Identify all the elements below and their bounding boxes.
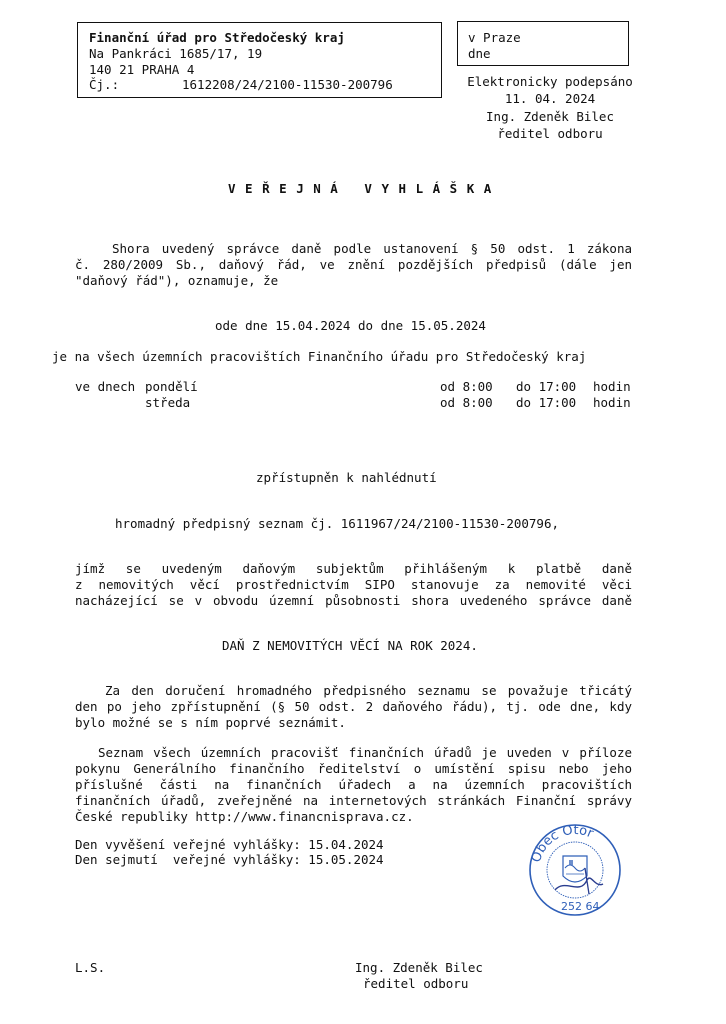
schedule-unit: hodin [593, 395, 631, 410]
page-title: V E Ř E J N Á V Y H L Á Š K A [228, 181, 493, 196]
period-text: ode dne 15.04.2024 do dne 15.05.2024 [215, 318, 486, 333]
purpose-line-2: z nemovitých věcí prostřednictvím SIPO stanovuje za nemovité věci [75, 577, 632, 592]
stamp-text-bottom: 252 64 [561, 900, 600, 913]
schedule-from: od 8:00 [440, 379, 493, 394]
signed-date: 11. 04. 2024 [504, 91, 596, 106]
signed-text: Elektronicky podepsáno [467, 74, 633, 89]
ref-number: 1612208/24/2100-11530-200796 [182, 77, 393, 92]
signer-title: ředitel odboru [497, 126, 603, 141]
signature-block [455, 74, 645, 142]
available-text: zpřístupněn k nahlédnutí [256, 470, 437, 485]
removed-date: Den sejmutí veřejné vyhlášky: 15.05.2024 [75, 852, 384, 867]
date-label: dne [468, 46, 491, 61]
office-name: Finanční úřad pro Středočeský kraj [89, 30, 345, 45]
schedule-to: do 17:00 [516, 379, 577, 394]
schedule-day: pondělí [145, 379, 198, 394]
schedule-day: středa [145, 395, 191, 410]
schedule-unit: hodin [593, 379, 631, 394]
intro-line-1: Shora uvedený správce daně podle ustanovení § 50 odst. 1 zákona [112, 241, 632, 256]
annex-line-4: finančních úřadů, zveřejněné na internetových stránkách Finanční správy [75, 793, 632, 808]
office-street: Na Pankráci 1685/17, 19 [89, 46, 263, 61]
delivery-line-3: bylo možné se s ním poprvé seznámit. [75, 715, 346, 730]
place-text: v Praze [468, 30, 521, 45]
tax-heading: DAŇ Z NEMOVITÝCH VĚCÍ NA ROK 2024. [222, 638, 478, 653]
footer-signer-title: ředitel odboru [363, 976, 469, 991]
office-city: 140 21 PRAHA 4 [89, 62, 195, 77]
purpose-line-1: jímž se uvedeným daňovým subjektům přihlášeným k platbě daně [75, 561, 632, 576]
annex-line-5: České republiky http://www.financnisprava.cz. [75, 809, 414, 824]
location-line: je na všech územních pracovištích Finančního úřadu pro Středočeský kraj [52, 349, 587, 364]
municipal-stamp [525, 818, 625, 918]
list-line: hromadný předpisný seznam čj. 1611967/24/2100-11530-200796, [115, 516, 560, 531]
intro-line-3: "daňový řád"), oznamuje, že [75, 273, 279, 288]
annex-line-2: pokynu Generálního finančního ředitelství o umístění spisu nebo jeho [75, 761, 632, 776]
schedule-to: do 17:00 [516, 395, 577, 410]
signer-name: Ing. Zdeněk Bilec [486, 109, 614, 124]
schedule-prefix: ve dnech [75, 379, 136, 394]
ref-label: Čj.: [89, 77, 120, 92]
delivery-line-2: den po jeho zpřístupnění (§ 50 odst. 2 daňového řádu), tj. ode dne, kdy [75, 699, 632, 714]
seal-mark: L.S. [75, 960, 106, 975]
posted-date: Den vyvěšení veřejné vyhlášky: 15.04.2024 [75, 837, 384, 852]
delivery-line-1: Za den doručení hromadného předpisného seznamu se považuje třicátý [105, 683, 632, 698]
schedule-from: od 8:00 [440, 395, 493, 410]
annex-line-3: příslušné části na finančních úřadech a na územních pracovištích [75, 777, 632, 792]
intro-line-2: č. 280/2009 Sb., daňový řád, ve znění pozdějších předpisů (dále jen [75, 257, 632, 272]
annex-line-1: Seznam všech územních pracovišť finančních úřadů je uveden v příloze [98, 745, 632, 760]
footer-signer-name: Ing. Zdeněk Bilec [355, 960, 483, 975]
stamp-text-top: Obec Otor [528, 822, 596, 865]
purpose-line-3: nacházející se v obvodu územní působnosti shora uvedeného správce daně [75, 593, 632, 608]
